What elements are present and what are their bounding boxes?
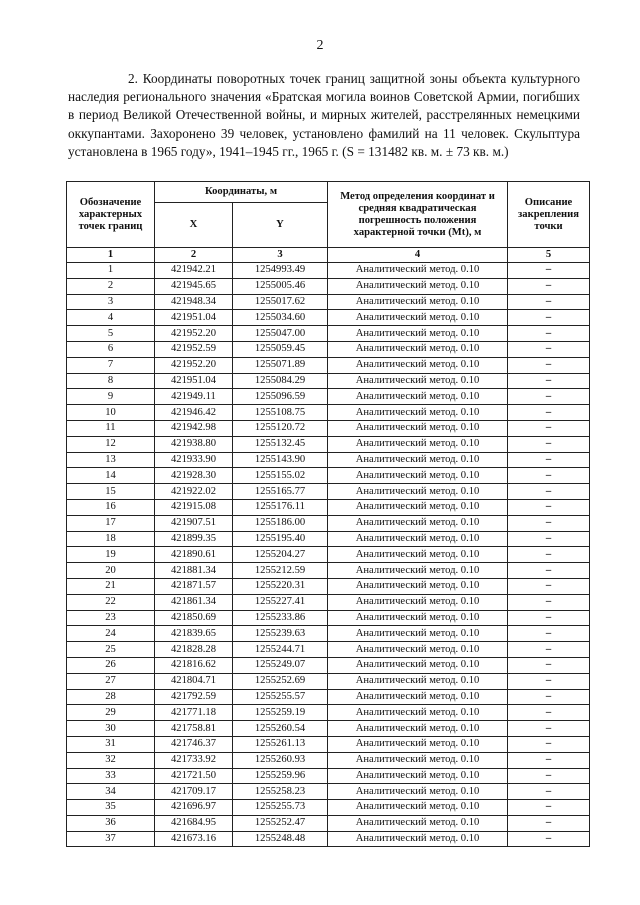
cell-x: 421861.34 <box>155 594 233 610</box>
cell-y: 1255108.75 <box>233 405 328 421</box>
cell-y: 1255255.73 <box>233 800 328 816</box>
cell-y: 1255165.77 <box>233 484 328 500</box>
cell-fixing: – <box>508 278 590 294</box>
table-row <box>67 642 590 658</box>
cell-x: 421696.97 <box>155 800 233 816</box>
cell-x: 421899.35 <box>155 531 233 547</box>
cell-x: 421938.80 <box>155 436 233 452</box>
cell-y: 1254993.49 <box>233 263 328 279</box>
cell-y: 1255017.62 <box>233 294 328 310</box>
cell-point-number: 30 <box>67 721 155 737</box>
cell-x: 421949.11 <box>155 389 233 405</box>
table-row <box>67 610 590 626</box>
cell-x: 421945.65 <box>155 278 233 294</box>
column-number: 4 <box>328 248 508 263</box>
cell-fixing: – <box>508 736 590 752</box>
cell-method: Аналитический метод. 0.10 <box>328 626 508 642</box>
cell-method: Аналитический метод. 0.10 <box>328 784 508 800</box>
cell-method: Аналитический метод. 0.10 <box>328 278 508 294</box>
table-row <box>67 752 590 768</box>
cell-method: Аналитический метод. 0.10 <box>328 515 508 531</box>
column-number: 3 <box>233 248 328 263</box>
cell-x: 421733.92 <box>155 752 233 768</box>
table-row <box>67 815 590 831</box>
table-row <box>67 831 590 847</box>
cell-x: 421948.34 <box>155 294 233 310</box>
table-row <box>67 389 590 405</box>
cell-x: 421922.02 <box>155 484 233 500</box>
cell-y: 1255186.00 <box>233 515 328 531</box>
cell-y: 1255047.00 <box>233 326 328 342</box>
cell-fixing: – <box>508 547 590 563</box>
table-row <box>67 515 590 531</box>
cell-fixing: – <box>508 657 590 673</box>
cell-fixing: – <box>508 800 590 816</box>
cell-fixing: – <box>508 815 590 831</box>
table-row <box>67 263 590 279</box>
cell-x: 421933.90 <box>155 452 233 468</box>
cell-fixing: – <box>508 515 590 531</box>
cell-fixing: – <box>508 578 590 594</box>
cell-point-number: 35 <box>67 800 155 816</box>
header-method: Метод определения координат и средняя квадратическая погрешность положения характерной точки (Mt), м <box>328 182 508 248</box>
cell-fixing: – <box>508 263 590 279</box>
table-row <box>67 594 590 610</box>
table-row <box>67 452 590 468</box>
table-row <box>67 689 590 705</box>
cell-fixing: – <box>508 768 590 784</box>
cell-fixing: – <box>508 357 590 373</box>
cell-method: Аналитический метод. 0.10 <box>328 452 508 468</box>
cell-method: Аналитический метод. 0.10 <box>328 263 508 279</box>
cell-point-number: 2 <box>67 278 155 294</box>
intro-paragraph: 2. Координаты поворотных точек границ защитной зоны объекта культурного наследия регионального значения «Братская могила воинов Советской Армии, погибших в период Великой Отечественной войны, и мирных жителей, расстрелянных немецкими оккупантами. Захоронено 39 человек, установлено фамилий на 11 человек. Скульптура установлена в 1965 году», 1941–1945 гг., 1965 г. (S = 131482 кв. м. ± 73 кв. м.) <box>68 71 580 159</box>
cell-y: 1255248.48 <box>233 831 328 847</box>
table-row <box>67 468 590 484</box>
cell-x: 421942.98 <box>155 420 233 436</box>
cell-point-number: 18 <box>67 531 155 547</box>
cell-fixing: – <box>508 563 590 579</box>
cell-method: Аналитический метод. 0.10 <box>328 594 508 610</box>
cell-point-number: 14 <box>67 468 155 484</box>
cell-fixing: – <box>508 594 590 610</box>
table-row <box>67 436 590 452</box>
cell-fixing: – <box>508 420 590 436</box>
cell-method: Аналитический метод. 0.10 <box>328 831 508 847</box>
cell-point-number: 37 <box>67 831 155 847</box>
cell-point-number: 5 <box>67 326 155 342</box>
cell-fixing: – <box>508 294 590 310</box>
cell-fixing: – <box>508 831 590 847</box>
cell-fixing: – <box>508 373 590 389</box>
cell-x: 421915.08 <box>155 499 233 515</box>
cell-x: 421951.04 <box>155 373 233 389</box>
cell-fixing: – <box>508 784 590 800</box>
cell-y: 1255212.59 <box>233 563 328 579</box>
cell-x: 421942.21 <box>155 263 233 279</box>
cell-y: 1255258.23 <box>233 784 328 800</box>
cell-y: 1255259.96 <box>233 768 328 784</box>
cell-point-number: 36 <box>67 815 155 831</box>
table-row <box>67 357 590 373</box>
cell-y: 1255059.45 <box>233 341 328 357</box>
cell-method: Аналитический метод. 0.10 <box>328 578 508 594</box>
cell-point-number: 22 <box>67 594 155 610</box>
cell-x: 421828.28 <box>155 642 233 658</box>
table-row <box>67 736 590 752</box>
table-row <box>67 278 590 294</box>
cell-x: 421890.61 <box>155 547 233 563</box>
table-row <box>67 484 590 500</box>
cell-point-number: 11 <box>67 420 155 436</box>
cell-y: 1255259.19 <box>233 705 328 721</box>
cell-method: Аналитический метод. 0.10 <box>328 547 508 563</box>
cell-method: Аналитический метод. 0.10 <box>328 389 508 405</box>
header-x: X <box>155 203 233 248</box>
cell-y: 1255176.11 <box>233 499 328 515</box>
cell-point-number: 28 <box>67 689 155 705</box>
cell-fixing: – <box>508 705 590 721</box>
cell-point-number: 10 <box>67 405 155 421</box>
table-row <box>67 294 590 310</box>
coordinates-table <box>66 181 590 847</box>
table-row <box>67 326 590 342</box>
cell-fixing: – <box>508 689 590 705</box>
cell-y: 1255252.69 <box>233 673 328 689</box>
cell-method: Аналитический метод. 0.10 <box>328 752 508 768</box>
cell-fixing: – <box>508 326 590 342</box>
header-point-designation: Обозначение характерных точек границ <box>67 182 155 248</box>
cell-point-number: 4 <box>67 310 155 326</box>
cell-x: 421952.20 <box>155 326 233 342</box>
cell-point-number: 15 <box>67 484 155 500</box>
cell-point-number: 13 <box>67 452 155 468</box>
table-row <box>67 800 590 816</box>
header-y: Y <box>233 203 328 248</box>
cell-y: 1255120.72 <box>233 420 328 436</box>
cell-point-number: 3 <box>67 294 155 310</box>
cell-y: 1255249.07 <box>233 657 328 673</box>
cell-point-number: 16 <box>67 499 155 515</box>
cell-point-number: 27 <box>67 673 155 689</box>
table-row <box>67 499 590 515</box>
table-row <box>67 420 590 436</box>
table-row <box>67 673 590 689</box>
cell-point-number: 26 <box>67 657 155 673</box>
cell-x: 421684.95 <box>155 815 233 831</box>
cell-method: Аналитический метод. 0.10 <box>328 657 508 673</box>
cell-method: Аналитический метод. 0.10 <box>328 610 508 626</box>
cell-point-number: 23 <box>67 610 155 626</box>
cell-fixing: – <box>508 484 590 500</box>
table-row <box>67 626 590 642</box>
cell-method: Аналитический метод. 0.10 <box>328 436 508 452</box>
header-fixing-description: Описание закрепления точки <box>508 182 590 248</box>
cell-point-number: 33 <box>67 768 155 784</box>
page-number: 2 <box>316 38 324 53</box>
cell-x: 421816.62 <box>155 657 233 673</box>
cell-point-number: 19 <box>67 547 155 563</box>
table-row <box>67 721 590 737</box>
cell-point-number: 9 <box>67 389 155 405</box>
cell-method: Аналитический метод. 0.10 <box>328 499 508 515</box>
cell-x: 421709.17 <box>155 784 233 800</box>
cell-fixing: – <box>508 468 590 484</box>
cell-point-number: 17 <box>67 515 155 531</box>
cell-y: 1255084.29 <box>233 373 328 389</box>
table-row <box>67 341 590 357</box>
cell-fixing: – <box>508 626 590 642</box>
cell-method: Аналитический метод. 0.10 <box>328 673 508 689</box>
table-row <box>67 784 590 800</box>
cell-y: 1255005.46 <box>233 278 328 294</box>
cell-x: 421673.16 <box>155 831 233 847</box>
table-row <box>67 531 590 547</box>
cell-x: 421721.50 <box>155 768 233 784</box>
table-row <box>67 578 590 594</box>
cell-y: 1255239.63 <box>233 626 328 642</box>
cell-method: Аналитический метод. 0.10 <box>328 357 508 373</box>
column-number: 1 <box>67 248 155 263</box>
cell-y: 1255252.47 <box>233 815 328 831</box>
cell-y: 1255260.93 <box>233 752 328 768</box>
cell-method: Аналитический метод. 0.10 <box>328 341 508 357</box>
cell-y: 1255143.90 <box>233 452 328 468</box>
cell-fixing: – <box>508 389 590 405</box>
cell-x: 421839.65 <box>155 626 233 642</box>
cell-fixing: – <box>508 499 590 515</box>
cell-fixing: – <box>508 405 590 421</box>
cell-method: Аналитический метод. 0.10 <box>328 768 508 784</box>
column-number: 2 <box>155 248 233 263</box>
table-row <box>67 768 590 784</box>
table-row <box>67 310 590 326</box>
cell-fixing: – <box>508 341 590 357</box>
cell-fixing: – <box>508 310 590 326</box>
cell-x: 421881.34 <box>155 563 233 579</box>
cell-fixing: – <box>508 673 590 689</box>
cell-x: 421792.59 <box>155 689 233 705</box>
cell-x: 421952.59 <box>155 341 233 357</box>
table-row <box>67 657 590 673</box>
cell-x: 421850.69 <box>155 610 233 626</box>
cell-fixing: – <box>508 531 590 547</box>
cell-method: Аналитический метод. 0.10 <box>328 721 508 737</box>
cell-method: Аналитический метод. 0.10 <box>328 326 508 342</box>
cell-method: Аналитический метод. 0.10 <box>328 531 508 547</box>
cell-point-number: 12 <box>67 436 155 452</box>
table-body <box>67 263 590 847</box>
cell-x: 421871.57 <box>155 578 233 594</box>
table-row <box>67 547 590 563</box>
table-row <box>67 563 590 579</box>
cell-method: Аналитический метод. 0.10 <box>328 815 508 831</box>
table-row <box>67 405 590 421</box>
cell-method: Аналитический метод. 0.10 <box>328 373 508 389</box>
cell-y: 1255227.41 <box>233 594 328 610</box>
cell-y: 1255195.40 <box>233 531 328 547</box>
cell-x: 421928.30 <box>155 468 233 484</box>
cell-y: 1255132.45 <box>233 436 328 452</box>
column-number: 5 <box>508 248 590 263</box>
cell-point-number: 21 <box>67 578 155 594</box>
cell-point-number: 32 <box>67 752 155 768</box>
table-row <box>67 705 590 721</box>
cell-point-number: 1 <box>67 263 155 279</box>
cell-y: 1255260.54 <box>233 721 328 737</box>
cell-point-number: 7 <box>67 357 155 373</box>
cell-point-number: 24 <box>67 626 155 642</box>
cell-x: 421952.20 <box>155 357 233 373</box>
cell-point-number: 31 <box>67 736 155 752</box>
cell-x: 421951.04 <box>155 310 233 326</box>
cell-method: Аналитический метод. 0.10 <box>328 705 508 721</box>
cell-method: Аналитический метод. 0.10 <box>328 294 508 310</box>
cell-y: 1255233.86 <box>233 610 328 626</box>
cell-y: 1255261.13 <box>233 736 328 752</box>
cell-point-number: 8 <box>67 373 155 389</box>
cell-y: 1255034.60 <box>233 310 328 326</box>
cell-fixing: – <box>508 642 590 658</box>
cell-method: Аналитический метод. 0.10 <box>328 484 508 500</box>
cell-point-number: 6 <box>67 341 155 357</box>
cell-y: 1255204.27 <box>233 547 328 563</box>
cell-x: 421771.18 <box>155 705 233 721</box>
cell-method: Аналитический метод. 0.10 <box>328 310 508 326</box>
cell-point-number: 34 <box>67 784 155 800</box>
cell-x: 421946.42 <box>155 405 233 421</box>
table-row <box>67 373 590 389</box>
cell-point-number: 20 <box>67 563 155 579</box>
cell-method: Аналитический метод. 0.10 <box>328 689 508 705</box>
cell-x: 421746.37 <box>155 736 233 752</box>
cell-fixing: – <box>508 452 590 468</box>
cell-method: Аналитический метод. 0.10 <box>328 420 508 436</box>
cell-y: 1255244.71 <box>233 642 328 658</box>
cell-y: 1255155.02 <box>233 468 328 484</box>
cell-fixing: – <box>508 721 590 737</box>
cell-y: 1255220.31 <box>233 578 328 594</box>
cell-point-number: 29 <box>67 705 155 721</box>
cell-x: 421804.71 <box>155 673 233 689</box>
column-number-row <box>67 248 590 263</box>
cell-method: Аналитический метод. 0.10 <box>328 468 508 484</box>
cell-point-number: 25 <box>67 642 155 658</box>
cell-fixing: – <box>508 610 590 626</box>
cell-x: 421758.81 <box>155 721 233 737</box>
cell-method: Аналитический метод. 0.10 <box>328 563 508 579</box>
cell-y: 1255071.89 <box>233 357 328 373</box>
cell-fixing: – <box>508 436 590 452</box>
cell-y: 1255096.59 <box>233 389 328 405</box>
cell-method: Аналитический метод. 0.10 <box>328 800 508 816</box>
cell-method: Аналитический метод. 0.10 <box>328 736 508 752</box>
header-coordinates: Координаты, м <box>155 182 328 203</box>
cell-x: 421907.51 <box>155 515 233 531</box>
cell-method: Аналитический метод. 0.10 <box>328 405 508 421</box>
cell-method: Аналитический метод. 0.10 <box>328 642 508 658</box>
cell-y: 1255255.57 <box>233 689 328 705</box>
cell-fixing: – <box>508 752 590 768</box>
